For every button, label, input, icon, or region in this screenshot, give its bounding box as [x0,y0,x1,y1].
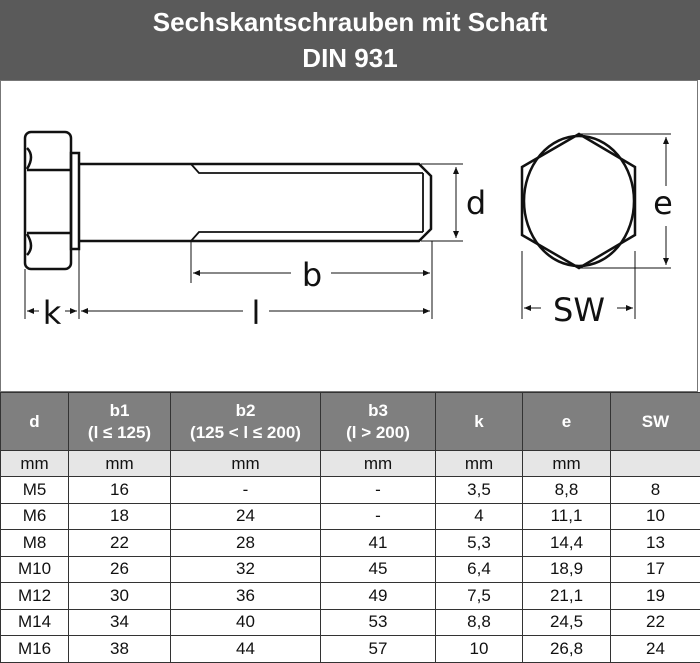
column-header [171,393,321,451]
table-cell: - [321,503,436,530]
table-cell: 14,4 [523,530,611,557]
column-header-main: e [561,411,572,431]
table-cell: 10 [436,636,523,663]
dimensions-table [0,392,700,663]
column-header-condition: (125 < l ≤ 200) [190,422,301,442]
bolt-side-view [25,132,431,269]
unit-cell: mm [69,451,171,477]
table-row [1,556,700,583]
unit-cell: mm [436,451,523,477]
unit-cell [611,451,700,477]
column-header-condition: (l ≤ 125) [87,422,152,442]
table-row [1,609,700,636]
column-header [1,393,69,451]
column-header [611,393,700,451]
table-cell: 8 [611,477,700,504]
unit-cell: mm [1,451,69,477]
table-cell: 53 [321,609,436,636]
table-cell: 57 [321,636,436,663]
column-header [321,393,436,451]
table-cell: M12 [1,583,69,610]
table-cell: 18 [69,503,171,530]
table-cell: 18,9 [523,556,611,583]
column-header-main: b2 [235,400,256,420]
unit-cell: mm [171,451,321,477]
bolt-head-top-view [522,134,635,268]
table-cell: M5 [1,477,69,504]
table-cell: 5,3 [436,530,523,557]
label-e: e [653,184,673,222]
table-row [1,636,700,663]
label-l: l [251,294,261,332]
label-k: k [42,294,62,332]
unit-cell: mm [523,451,611,477]
table-cell: 7,5 [436,583,523,610]
table-cell: 38 [69,636,171,663]
table-cell: 28 [171,530,321,557]
label-b: b [301,256,323,294]
bolt-drawing [1,1,700,393]
table-row [1,530,700,557]
table-cell: 16 [69,477,171,504]
table-cell: 45 [321,556,436,583]
table-cell: 24 [611,636,700,663]
table-cell: 36 [171,583,321,610]
table-cell: 22 [69,530,171,557]
label-d: d [465,184,487,222]
table-cell: M14 [1,609,69,636]
table-cell: 24,5 [523,609,611,636]
column-header-main: b3 [368,400,388,420]
column-header-main: SW [641,411,670,431]
table-cell: M10 [1,556,69,583]
table-cell: 41 [321,530,436,557]
table-row [1,503,700,530]
table-cell: M16 [1,636,69,663]
table-cell: 11,1 [523,503,611,530]
column-header-main: b1 [109,400,130,420]
label-sw: SW [553,291,605,329]
table-cell: 8,8 [523,477,611,504]
column-header [523,393,611,451]
table-cell: 34 [69,609,171,636]
bolt-diagram [0,80,698,392]
table-row [1,477,700,504]
column-header-main: k [474,411,484,431]
table-cell: 3,5 [436,477,523,504]
table-cell: 17 [611,556,700,583]
table-cell: 8,8 [436,609,523,636]
table-cell: M8 [1,530,69,557]
column-header [436,393,523,451]
table-cell: 44 [171,636,321,663]
table-cell: 49 [321,583,436,610]
column-header [69,393,171,451]
table-cell: 4 [436,503,523,530]
table-cell: 26 [69,556,171,583]
title-line-2: DIN 931 [302,43,398,73]
table-cell: 19 [611,583,700,610]
title-line-1: Sechskantschrauben mit Schaft [152,7,548,37]
table-cell: - [321,477,436,504]
unit-cell: mm [321,451,436,477]
column-header-condition: (l > 200) [346,422,410,442]
units-row [1,451,700,477]
table-cell: 13 [611,530,700,557]
table-cell: 26,8 [523,636,611,663]
table-row [1,583,700,610]
column-header-main: d [29,411,40,431]
table-cell: 10 [611,503,700,530]
table-cell: 21,1 [523,583,611,610]
table-cell: - [171,477,321,504]
table-cell: 32 [171,556,321,583]
table-cell: 30 [69,583,171,610]
table-header-row [1,393,700,451]
table-cell: M6 [1,503,69,530]
table-cell: 6,4 [436,556,523,583]
table-cell: 24 [171,503,321,530]
table-cell: 40 [171,609,321,636]
table-cell: 22 [611,609,700,636]
